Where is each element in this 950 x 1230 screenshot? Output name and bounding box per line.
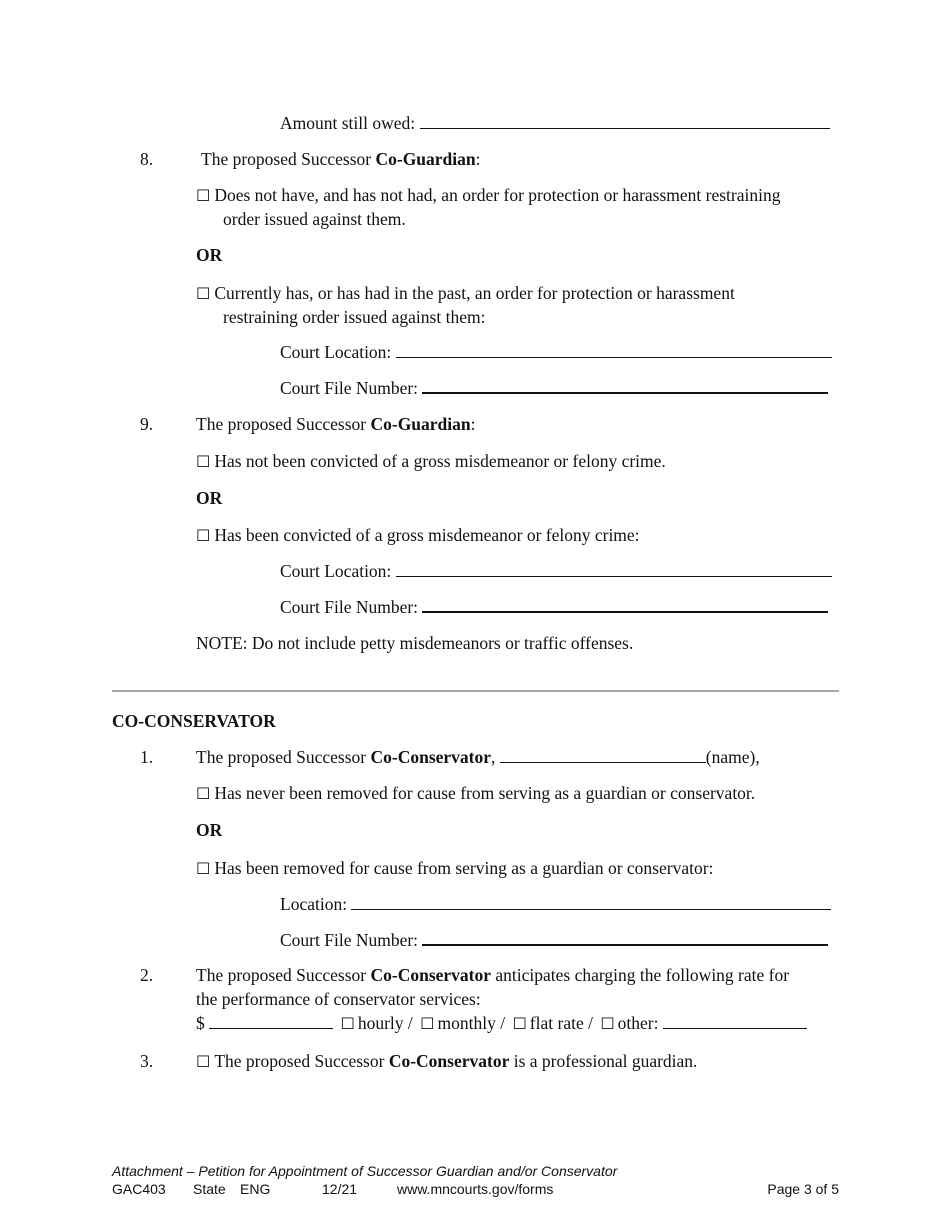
item-8-lead [201,149,481,170]
cons-item-3-lead-text: The proposed Successor [214,1051,385,1071]
item-8-lead-text: The proposed Successor [201,149,372,169]
section-divider [112,690,839,692]
hourly-label: hourly / [357,1013,413,1033]
checkbox-icon[interactable]: ☐ [196,284,211,303]
item-8-option-2 [196,283,735,304]
item-9-lead [196,414,476,435]
cons-item-2-number: 2. [140,965,154,985]
item-8-option-1-cont: order issued against them. [223,209,406,229]
item-9-court-file-row [280,597,828,618]
court-location-field[interactable] [396,357,832,358]
flat-rate-label: flat rate / [529,1013,593,1033]
checkbox-icon[interactable]: ☐ [512,1014,527,1033]
cons-item-1-option-1-text: Has never been removed for cause from serving as a guardian or conservator. [214,783,756,803]
cons-item-2-lead-bold: Co-Conservator [370,965,492,985]
name-field[interactable] [500,762,706,763]
dollar-sign: $ [196,1013,205,1033]
cons-item-3-number: 3. [140,1051,154,1071]
rate-row [196,1013,807,1034]
court-file-label: Court File Number: [280,597,419,617]
court-file-label: Court File Number: [280,930,419,950]
cons-item-1-option-1 [196,783,755,804]
other-rate-field[interactable] [663,1028,807,1029]
cons-item-1-option-2 [196,858,713,879]
location-field[interactable] [351,909,831,910]
cons-court-file-row [280,930,828,951]
court-file-field[interactable] [422,392,828,394]
checkbox-icon[interactable]: ☐ [600,1014,615,1033]
cons-item-3-lead-rest: is a professional guardian. [513,1051,698,1071]
footer-title-text: Attachment – Petition for Appointment of Successor Guardian and/or Conservator [112,1163,618,1179]
cons-item-1-comma: , [491,747,496,767]
item-8-option-2-cont: restraining order issued against them: [223,307,486,327]
court-location-label: Court Location: [280,342,392,362]
item-9-option-1 [196,451,666,472]
cons-item-1-lead [196,747,760,768]
item-8-option-2-text: Currently has, or has had in the past, an order for protection or harassment [214,283,735,303]
checkbox-icon[interactable]: ☐ [340,1014,355,1033]
item-8-option-1 [196,185,781,206]
other-label: other: [617,1013,659,1033]
checkbox-icon[interactable]: ☐ [196,1052,211,1071]
location-label: Location: [280,894,348,914]
cons-item-3-lead-bold: Co-Conservator [388,1051,510,1071]
item-9-note: NOTE: Do not include petty misdemeanors or traffic offenses. [196,633,634,653]
amount-owed-label: Amount still owed: [280,113,416,133]
footer-date: 12/21 [322,1181,358,1197]
cons-item-1-or: OR [196,820,223,840]
item-8-or: OR [196,245,223,265]
checkbox-icon[interactable]: ☐ [196,452,211,471]
cons-item-1-lead-bold: Co-Conservator [370,747,492,767]
footer-state: State [193,1181,226,1197]
item-9-option-1-text: Has not been convicted of a gross misdemeanor or felony crime. [214,451,666,471]
item-9-option-2-text: Has been convicted of a gross misdemeanor or felony crime: [214,525,640,545]
cons-location-row [280,894,831,915]
cons-item-2-lead-rest: anticipates charging the following rate for [495,965,790,985]
checkbox-icon[interactable]: ☐ [420,1014,435,1033]
section-heading: CO-CONSERVATOR [112,711,276,731]
footer-title [112,1163,617,1179]
item-9-number: 9. [140,414,154,434]
amount-owed-field[interactable] [420,128,830,129]
item-9-lead-text: The proposed Successor [196,414,367,434]
checkbox-icon[interactable]: ☐ [196,186,211,205]
checkbox-icon[interactable]: ☐ [196,526,211,545]
cons-item-2-line-2: the performance of conservator services: [196,989,481,1009]
court-location-field[interactable] [396,576,832,577]
name-suffix: (name), [705,747,760,767]
court-file-field[interactable] [422,944,828,946]
cons-item-1-option-2-text: Has been removed for cause from serving as a guardian or conservator: [214,858,714,878]
cons-item-3-lead [196,1051,697,1072]
footer-page: Page 3 of 5 [767,1181,839,1197]
cons-item-1-number: 1. [140,747,154,767]
footer-form-code: GAC403 [112,1181,166,1197]
court-location-label: Court Location: [280,561,392,581]
item-9-court-location-row [280,561,832,582]
monthly-label: monthly / [437,1013,506,1033]
footer-lang: ENG [240,1181,271,1197]
checkbox-icon[interactable]: ☐ [196,859,211,878]
amount-owed-row [280,113,830,134]
item-8-option-1-text: Does not have, and has not had, an order for protection or harassment restraining [214,185,781,205]
rate-amount-field[interactable] [209,1028,333,1029]
footer-url[interactable]: www.mncourts.gov/forms [397,1181,554,1197]
cons-item-1-lead-text: The proposed Successor [196,747,367,767]
item-8-court-location-row [280,342,832,363]
cons-item-2-lead-text: The proposed Successor [196,965,367,985]
item-8-lead-bold: Co-Guardian [375,149,476,169]
cons-item-2-lead [196,965,789,986]
item-9-or: OR [196,488,223,508]
item-9-lead-suffix: : [470,414,476,434]
item-8-court-file-row [280,378,828,399]
item-9-lead-bold: Co-Guardian [370,414,471,434]
court-file-label: Court File Number: [280,378,419,398]
item-8-number: 8. [140,149,154,169]
checkbox-icon[interactable]: ☐ [196,784,211,803]
court-file-field[interactable] [422,611,828,613]
item-8-lead-suffix: : [475,149,481,169]
item-9-option-2 [196,525,640,546]
